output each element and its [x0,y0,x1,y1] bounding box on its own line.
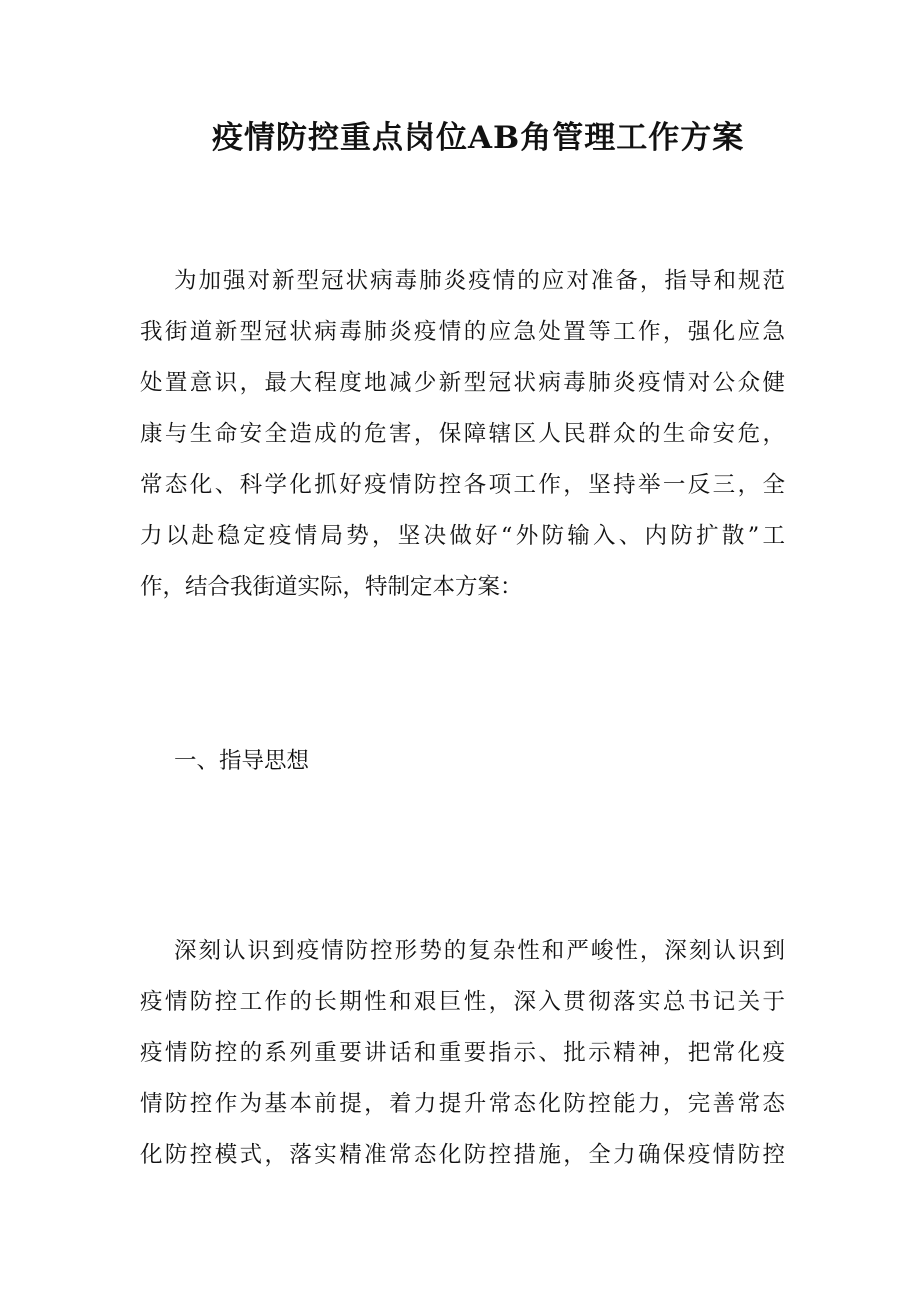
section-line: 疫情防控的系列重要讲话和重要指示、批示精神，把常化疫 [140,1040,785,1066]
document-title: 疫情防控重点岗位AB角管理工作方案 [212,120,745,156]
intro-line: 康与生命安全造成的危害，保障辖区人民群众的生命安危， [140,421,785,447]
section-heading: 一、指导思想 [174,748,310,774]
intro-line: 作，结合我街道实际，特制定本方案： [140,574,523,600]
section-line: 化防控模式，落实精准常态化防控措施，全力确保疫情防控 [140,1142,785,1168]
intro-line: 为加强对新型冠状病毒肺炎疫情的应对准备，指导和规范 [174,268,785,294]
section-line: 情防控作为基本前提，着力提升常态化防控能力，完善常态 [140,1091,785,1117]
section-paragraph [140,926,785,1181]
intro-paragraph [140,256,785,613]
intro-line: 常态化、科学化抓好疫情防控各项工作，坚持举一反三，全 [140,472,785,498]
section-line: 疫情防控工作的长期性和艰巨性，深入贯彻落实总书记关于 [140,989,785,1015]
intro-line: 处置意识，最大程度地减少新型冠状病毒肺炎疫情对公众健 [140,370,785,396]
intro-line: 我街道新型冠状病毒肺炎疫情的应急处置等工作，强化应急 [140,319,785,345]
intro-line: 力以赴稳定疫情局势，坚决做好“外防输入、内防扩散”工 [140,523,785,549]
section-line: 深刻认识到疫情防控形势的复杂性和严峻性，深刻认识到 [174,938,785,964]
